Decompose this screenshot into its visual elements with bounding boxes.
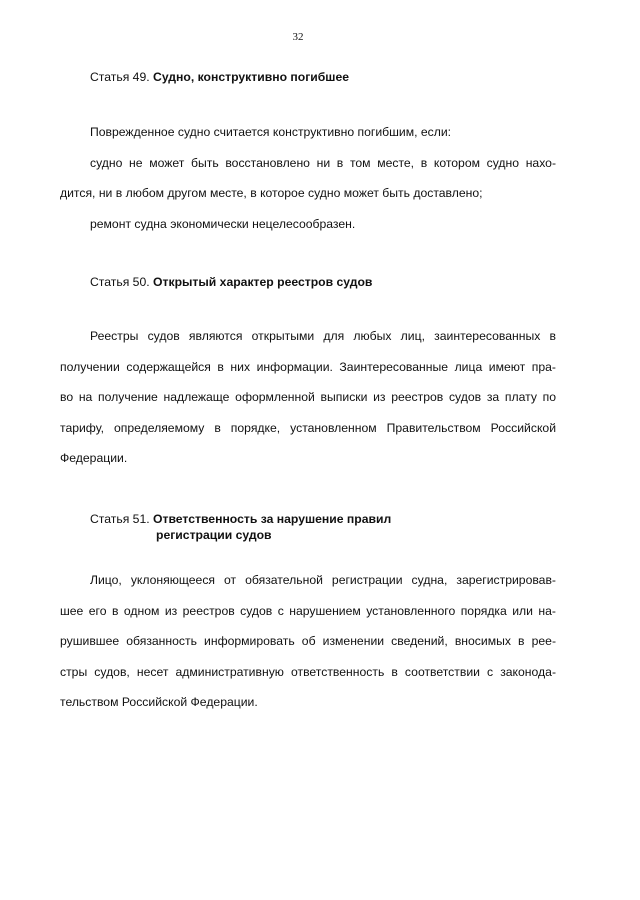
text-line: рушившее обязанность информировать об изменении сведений, вносимых в рее- <box>60 634 556 648</box>
text-line: Поврежденное судно считается конструктивно погибшим, если: <box>90 125 452 139</box>
article-number: Статья 51. <box>90 512 150 526</box>
text-line: получении содержащейся в них информации. Заинтересованные лица имеют пра- <box>60 359 556 374</box>
article-title: Ответственность за нарушение правил <box>153 512 392 526</box>
text-line: шее его в одном из реестров судов с нарушением установленного порядка или на- <box>60 603 556 618</box>
article-title: Открытый характер реестров судов <box>153 275 373 289</box>
text-line: Федерации. <box>60 451 128 465</box>
text-line: ремонт судна экономически нецелесообразен. <box>90 216 356 231</box>
text-line: стры судов, несет административную ответственность в соответствии с законода- <box>60 664 556 679</box>
article-49-body <box>60 117 556 239</box>
article-number: Статья 50. <box>90 275 150 289</box>
article-51-body <box>60 565 556 718</box>
text-line: Лицо, уклоняющееся от обязательной регистрации судна, зарегистрировав- <box>90 573 556 587</box>
text-line: дится, ни в любом другом месте, в которое судно может быть доставлено; <box>60 186 483 200</box>
article-title: Судно, конструктивно погибшее <box>153 70 350 84</box>
article-number: Статья 49. <box>90 70 150 84</box>
text-line: во на получение надлежаще оформленной выписки из реестров судов за плату по <box>60 390 556 404</box>
article-50-heading <box>90 274 372 290</box>
page-number: 32 <box>292 31 304 43</box>
text-line: тельством Российской Федерации. <box>60 695 258 709</box>
article-title-continuation: регистрации судов <box>156 528 272 542</box>
article-49-heading <box>90 69 349 85</box>
text-line: судно не может быть восстановлено ни в том месте, в котором судно нахо- <box>90 155 556 170</box>
article-50-body <box>60 321 556 474</box>
text-line: Реестры судов являются открытыми для любых лиц, заинтересованных в <box>90 329 556 343</box>
text-line: тарифу, определяемому в порядке, установленном Правительством Российской <box>60 420 556 435</box>
article-51-heading <box>90 511 391 543</box>
